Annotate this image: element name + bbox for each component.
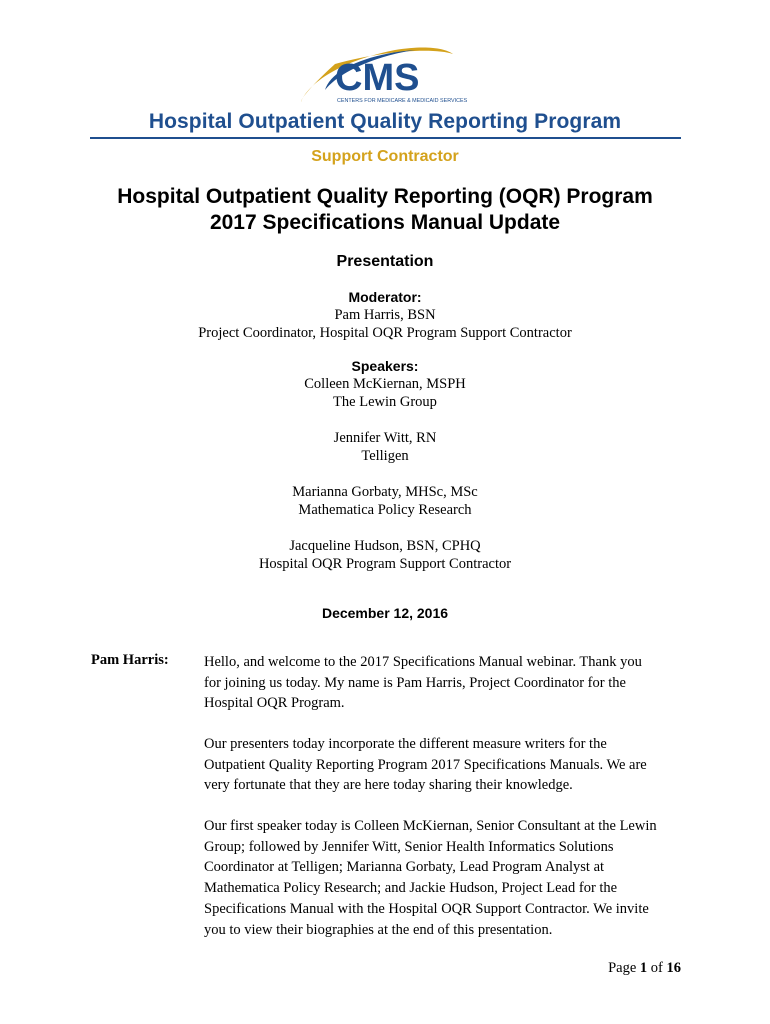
cms-wordmark: CMS: [335, 57, 420, 99]
paragraph-line: Hospital OQR Program.: [204, 695, 345, 712]
presentation-date: December 12, 2016: [321, 605, 449, 621]
moderator-heading: Moderator:: [348, 289, 422, 305]
speaker-name: Colleen McKiernan, MSPH: [304, 376, 466, 392]
paragraph-line: Our first speaker today is Colleen McKiernan, Senior Consultant at the Lewin: [204, 818, 657, 834]
total-pages: 16: [666, 960, 681, 976]
speakers-heading: Speakers:: [351, 358, 419, 374]
program-title: Hospital Outpatient Quality Reporting Program: [148, 110, 622, 133]
cms-subtitle: CENTERS FOR MEDICARE & MEDICAID SERVICES: [337, 98, 468, 104]
document-title: [40, 184, 730, 236]
page-word: Page: [608, 960, 637, 976]
presentation-label: Presentation: [336, 253, 434, 270]
transcript-speaker-label: Pam Harris:: [91, 652, 169, 668]
paragraph-line: Our presenters today incorporate the different measure writers for the: [204, 736, 607, 752]
speaker-org: Telligen: [361, 448, 409, 464]
page-number: [608, 960, 681, 977]
moderator-name: Pam Harris, BSN: [334, 307, 436, 323]
current-page: 1: [639, 960, 648, 976]
speaker-name: Marianna Gorbaty, MHSc, MSc: [292, 484, 478, 500]
speaker-org: The Lewin Group: [333, 394, 437, 410]
speaker-entry: [0, 537, 770, 573]
speaker-entry: [0, 483, 770, 519]
cms-logo: [295, 42, 470, 112]
paragraph-line: Group; followed by Jennifer Witt, Senior Health Informatics Solutions: [204, 838, 614, 855]
speaker-org: Mathematica Policy Research: [298, 502, 472, 518]
speaker-name: Jacqueline Hudson, BSN, CPHQ: [289, 538, 481, 554]
paragraph-line: Hello, and welcome to the 2017 Specifications Manual webinar. Thank you: [204, 654, 642, 670]
paragraph-line: for joining us today. My name is Pam Harris, Project Coordinator for the: [204, 674, 626, 691]
paragraph-line: Specifications Manual with the Hospital OQR Support Contractor. We invite: [204, 900, 649, 917]
transcript-paragraph: [204, 816, 684, 940]
speaker-org: Hospital OQR Program Support Contractor: [258, 556, 512, 572]
paragraph-line: you to view their biographies at the end of this presentation.: [204, 921, 553, 938]
of-word: of: [650, 960, 663, 976]
document-title-line: Hospital Outpatient Quality Reporting (OQR) Program: [117, 185, 653, 208]
speaker-name: Jennifer Witt, RN: [333, 430, 437, 446]
document-title-line: 2017 Specifications Manual Update: [209, 211, 561, 234]
paragraph-line: Mathematica Policy Research; and Jackie Hudson, Project Lead for the: [204, 880, 618, 897]
speaker-entry: [0, 429, 770, 465]
paragraph-line: very fortunate that they are here today sharing their knowledge.: [204, 777, 573, 794]
paragraph-line: Outpatient Quality Reporting Program 2017 Specifications Manuals. We are: [204, 756, 647, 773]
transcript-paragraph: [204, 652, 684, 714]
moderator-title: Project Coordinator, Hospital OQR Program Support Contractor: [198, 325, 572, 341]
support-contractor-label: Support Contractor: [311, 148, 459, 165]
moderator-block: [0, 288, 770, 342]
transcript-paragraph: [204, 734, 684, 796]
paragraph-line: Coordinator at Telligen; Marianna Gorbaty, Lead Program Analyst at: [204, 859, 605, 876]
speakers-block: [0, 357, 770, 411]
title-divider: [90, 137, 681, 139]
